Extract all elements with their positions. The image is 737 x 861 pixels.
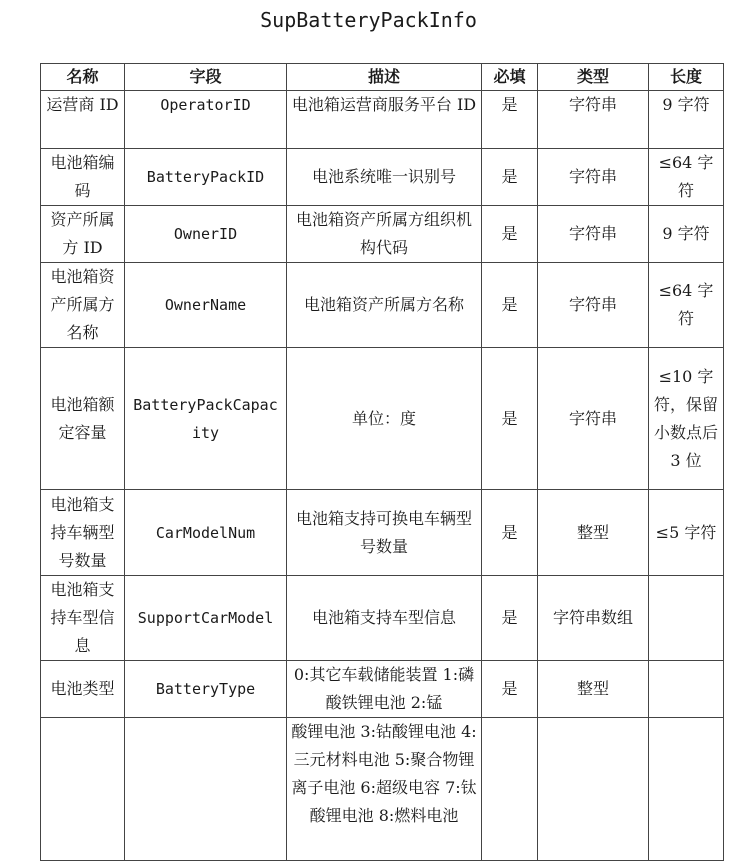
table-row <box>41 263 724 348</box>
cell-field: CarModelNum <box>125 490 287 576</box>
table-row <box>41 576 724 661</box>
table-row <box>41 91 724 149</box>
cell-field: OwnerName <box>125 263 287 348</box>
cell-name: 电池类型 <box>41 661 125 718</box>
cell-name: 电池箱编码 <box>41 149 125 206</box>
cell-desc-continuation: 酸锂电池 3:钴酸锂电池 4:三元材料电池 5:聚合物锂离子电池 6:超级电容 7:钛酸锂电池 8:燃料电池 <box>287 718 482 861</box>
cell-required: 是 <box>482 149 538 206</box>
header-length: 长度 <box>649 64 724 91</box>
cell-name: 资产所属方 ID <box>41 206 125 263</box>
cell-length: ≤5 字符 <box>649 490 724 576</box>
cell-empty <box>649 718 724 861</box>
cell-required: 是 <box>482 91 538 149</box>
cell-desc: 电池系统唯一识别号 <box>287 149 482 206</box>
table-row-continuation <box>41 718 724 861</box>
cell-field: BatteryType <box>125 661 287 718</box>
header-name: 名称 <box>41 64 125 91</box>
cell-field: OperatorID <box>125 91 287 149</box>
cell-length: 9 字符 <box>649 91 724 149</box>
cell-field: SupportCarModel <box>125 576 287 661</box>
cell-desc: 电池箱资产所属方组织机构代码 <box>287 206 482 263</box>
header-desc: 描述 <box>287 64 482 91</box>
cell-field: BatteryPackID <box>125 149 287 206</box>
table-row <box>41 661 724 718</box>
cell-length <box>649 661 724 718</box>
cell-length: 9 字符 <box>649 206 724 263</box>
cell-empty <box>482 718 538 861</box>
cell-required: 是 <box>482 661 538 718</box>
cell-desc: 电池箱资产所属方名称 <box>287 263 482 348</box>
cell-required: 是 <box>482 206 538 263</box>
cell-type: 字符串 <box>538 348 649 490</box>
cell-desc: 电池箱运营商服务平台 ID <box>287 91 482 149</box>
cell-type: 字符串 <box>538 263 649 348</box>
table-row <box>41 206 724 263</box>
cell-length <box>649 576 724 661</box>
cell-name: 运营商 ID <box>41 91 125 149</box>
cell-type: 字符串 <box>538 91 649 149</box>
cell-name: 电池箱支持车型信息 <box>41 576 125 661</box>
cell-name: 电池箱额定容量 <box>41 348 125 490</box>
cell-desc: 电池箱支持车型信息 <box>287 576 482 661</box>
fields-table <box>40 63 724 861</box>
cell-length: ≤10 字符，保留小数点后 3 位 <box>649 348 724 490</box>
cell-type: 字符串数组 <box>538 576 649 661</box>
table-header-row <box>41 64 724 91</box>
cell-type: 字符串 <box>538 149 649 206</box>
page-title: SupBatteryPackInfo <box>260 8 477 32</box>
header-type: 类型 <box>538 64 649 91</box>
cell-desc: 电池箱支持可换电车辆型号数量 <box>287 490 482 576</box>
cell-type: 整型 <box>538 661 649 718</box>
cell-desc: 单位：度 <box>287 348 482 490</box>
cell-empty <box>41 718 125 861</box>
header-required: 必填 <box>482 64 538 91</box>
table-row <box>41 149 724 206</box>
cell-required: 是 <box>482 348 538 490</box>
cell-type: 整型 <box>538 490 649 576</box>
cell-required: 是 <box>482 263 538 348</box>
cell-desc: 0:其它车载储能装置 1:磷酸铁锂电池 2:锰 <box>287 661 482 718</box>
cell-field: BatteryPackCapacity <box>125 348 287 490</box>
cell-length: ≤64 字符 <box>649 149 724 206</box>
cell-name: 电池箱资产所属方名称 <box>41 263 125 348</box>
cell-required: 是 <box>482 576 538 661</box>
cell-name: 电池箱支持车辆型号数量 <box>41 490 125 576</box>
table-row <box>41 348 724 490</box>
cell-type: 字符串 <box>538 206 649 263</box>
cell-length: ≤64 字符 <box>649 263 724 348</box>
cell-field: OwnerID <box>125 206 287 263</box>
header-field: 字段 <box>125 64 287 91</box>
cell-empty <box>125 718 287 861</box>
table-row <box>41 490 724 576</box>
cell-empty <box>538 718 649 861</box>
cell-required: 是 <box>482 490 538 576</box>
